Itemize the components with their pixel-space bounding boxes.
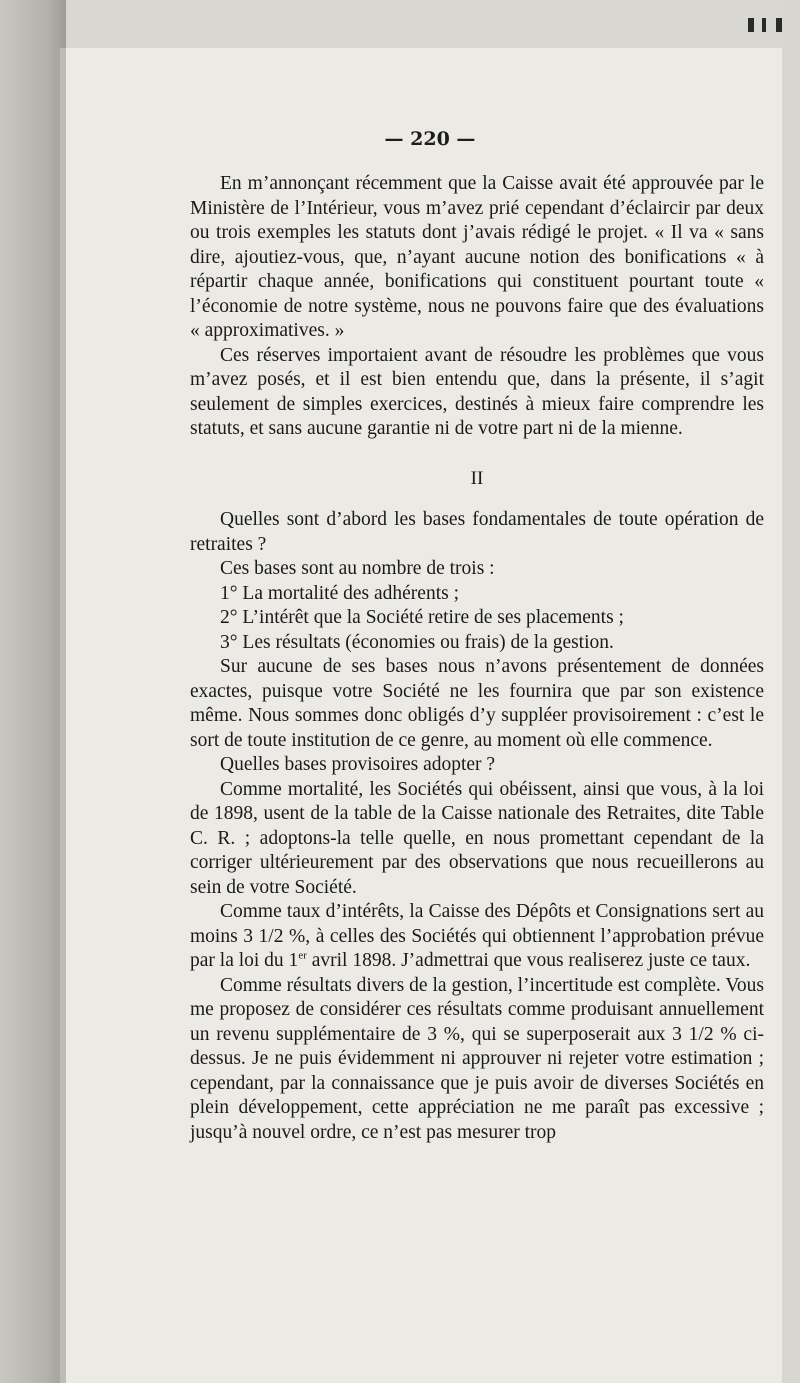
paragraph: Sur aucune de ses bases nous n’avons présentement de données exactes, puisque votre Société ne les fournira que par son existence même. Nous sommes donc obligés d’y suppléer provisoirement : c’est le sort de toute institution de ce genre, au moment où elle commence. <box>190 656 764 751</box>
page-number: — 220 — <box>384 128 476 150</box>
book-binding-edge <box>0 0 66 1383</box>
paragraph-text: Comme taux d’intérêts, la Caisse des Dépôts et Consignations sert au moins 3 1/2 %, à celles des Sociétés qui obtiennent l’approbation prévue par la loi du 1 <box>190 901 764 971</box>
list-item: 2° L’intérêt que la Société retire de ses placements ; <box>220 607 624 628</box>
list-item: 3° Les résultats (économies ou frais) de la gestion. <box>220 631 614 653</box>
paragraph: En m’annonçant récemment que la Caisse avait été approuvée par le Ministère de l’Intérieur, vous m’avez prié cependant d’éclaircir par deux ou trois exemples les statuts dont j’avais rédigé le projet. « Il va « sans dire, ajoutiez-vous, que, n’ayant aucune notion des bonifications « à répartir chaque année, bonifications qui constituent pourtant toute « l’économie de notre système, nous ne pouvons faire que des évaluations « approximatives. » <box>190 173 764 341</box>
scan-right-margin <box>782 0 800 1383</box>
scan-edge-mark <box>762 18 766 32</box>
list-item: 1° La mortalité des adhérents ; <box>220 582 460 604</box>
text-block-section-two <box>190 508 764 1145</box>
paragraph: Comme résultats divers de la gestion, l’incertitude est complète. Vous me proposez de considérer ces résultats comme produisant annuellement un revenu supplémentaire de 3 %, qui se superposerait aux 3 1/2 % ci-dessus. Je ne puis évidemment ni approuver ni rejeter votre estimation ; cependant, par la connaissance que je puis avoir de diverses Sociétés en plein développement, cette appréciation ne me paraît pas excessive ; jusqu’à nouvel ordre, ce n’est pas mesurer trop <box>190 974 764 1143</box>
paragraph: Ces réserves importaient avant de résoudre les problèmes que vous m’avez posés, et il est bien entendu que, dans la présente, il s’agit seulement de simples exercices, destinés à mieux faire comprendre les statuts, et sans aucune garantie ni de votre part ni de la mienne. <box>190 344 764 439</box>
section-heading: II <box>470 468 484 489</box>
paragraph <box>190 900 764 974</box>
paragraph-text: avril 1898. J’admettrai que vous realiserez juste ce taux. <box>306 950 751 971</box>
text-block-intro <box>190 172 764 442</box>
paragraph: Comme mortalité, les Sociétés qui obéissent, ainsi que vous, à la loi de 1898, usent de la table de la Caisse nationale des Retraites, dite Table C. R. ; adoptons-la telle quelle, en nous promettant cependant de la corriger ultérieurement par des observations que nous recueillerons au sein de votre Société. <box>190 778 764 898</box>
paragraph: Ces bases sont au nombre de trois : <box>220 558 495 579</box>
superscript: er <box>298 949 307 962</box>
scan-top-margin <box>66 0 800 48</box>
scan-edge-mark <box>748 18 754 32</box>
paragraph: Quelles bases provisoires adopter ? <box>220 754 496 775</box>
paragraph: Quelles sont d’abord les bases fondamentales de toute opération de retraites ? <box>190 509 764 555</box>
